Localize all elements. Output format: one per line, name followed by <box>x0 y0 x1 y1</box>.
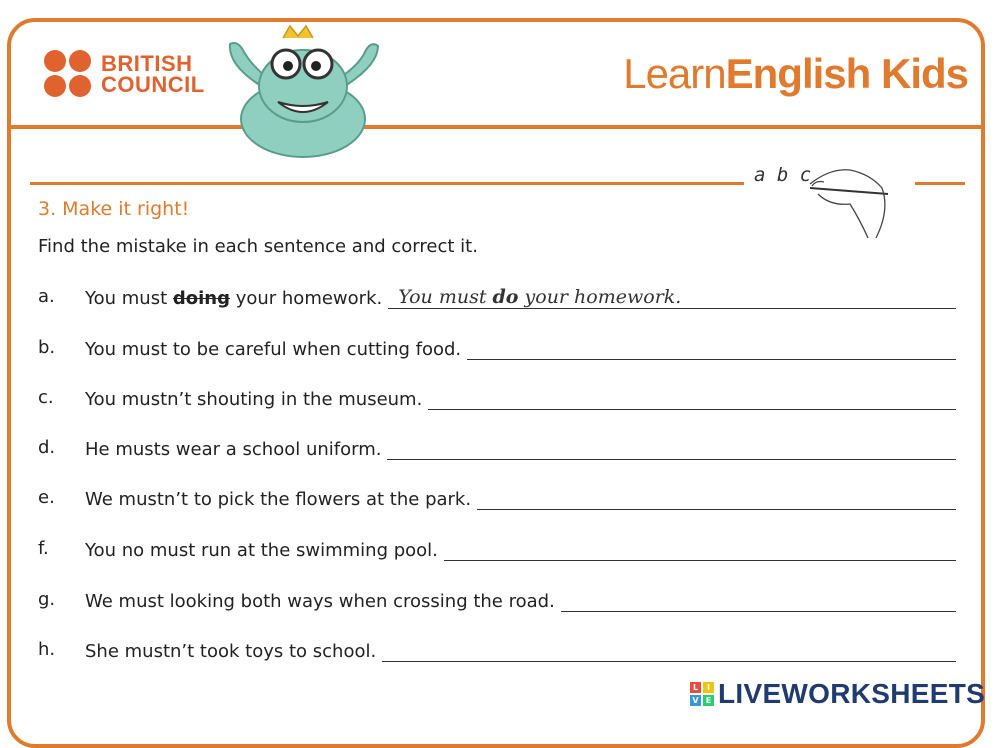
item-sentence: We must looking both ways when crossing the road. <box>85 591 555 612</box>
answer-line-example[interactable]: You must do your homework. <box>388 286 956 309</box>
struck-word: doing <box>172 288 230 309</box>
header-divider <box>9 125 985 129</box>
item-sentence: He musts wear a school uniform. <box>85 439 382 460</box>
liveworksheets-icon: L I V E <box>690 682 714 706</box>
answer-line[interactable] <box>428 387 956 410</box>
exercise-item <box>38 337 956 365</box>
answer-line[interactable] <box>477 487 956 510</box>
british-council-logo <box>44 50 205 97</box>
item-sentence: You no must run at the swimming pool. <box>85 540 438 561</box>
item-sentence: We mustn’t to pick the flowers at the park. <box>85 489 472 510</box>
learn-english-kids-logo <box>623 50 968 98</box>
item-letter: d. <box>38 437 56 458</box>
exercise-item <box>38 589 956 617</box>
monster-mascot-icon <box>218 24 388 159</box>
item-letter: h. <box>38 639 56 660</box>
section-rule-left <box>30 182 744 185</box>
british-council-dots-icon <box>44 50 91 97</box>
item-sentence: You must to be careful when cutting food. <box>85 339 462 360</box>
writing-hand-icon <box>790 160 900 240</box>
item-letter: e. <box>38 487 55 508</box>
answer-line[interactable] <box>387 437 956 460</box>
british-council-line1: BRITISH <box>101 50 193 76</box>
exercise-item <box>38 639 956 667</box>
answer-line[interactable] <box>382 639 956 662</box>
item-sentence: You must doing your homework. <box>85 288 383 309</box>
answer-line[interactable] <box>444 538 956 561</box>
answer-line[interactable] <box>467 337 956 360</box>
item-letter: g. <box>38 589 56 610</box>
exercise-item <box>38 437 956 465</box>
item-letter: f. <box>38 538 49 559</box>
section-rule-right <box>915 182 965 185</box>
answer-line[interactable] <box>561 589 956 612</box>
corrected-word: do <box>492 286 519 308</box>
liveworksheets-logo <box>690 678 985 710</box>
exercise-item <box>38 487 956 515</box>
instructions: Find the mistake in each sentence and correct it. <box>38 236 478 257</box>
item-sentence: You mustn’t shouting in the museum. <box>85 389 423 410</box>
learn-prefix: Learn <box>623 50 726 97</box>
item-sentence: She mustn’t took toys to school. <box>85 641 377 662</box>
exercise-item <box>38 538 956 566</box>
learn-brand: English Kids <box>725 50 968 97</box>
exercise-item-example <box>38 286 956 314</box>
item-letter: c. <box>38 387 54 408</box>
section-title: 3. Make it right! <box>38 198 190 220</box>
liveworksheets-brand: LIVEWORKSHEETS <box>718 678 986 709</box>
item-letter: a. <box>38 286 55 307</box>
abc-label: a b c <box>754 164 812 186</box>
exercise-item <box>38 387 956 415</box>
item-letter: b. <box>38 337 56 358</box>
british-council-line2: COUNCIL <box>101 71 205 97</box>
